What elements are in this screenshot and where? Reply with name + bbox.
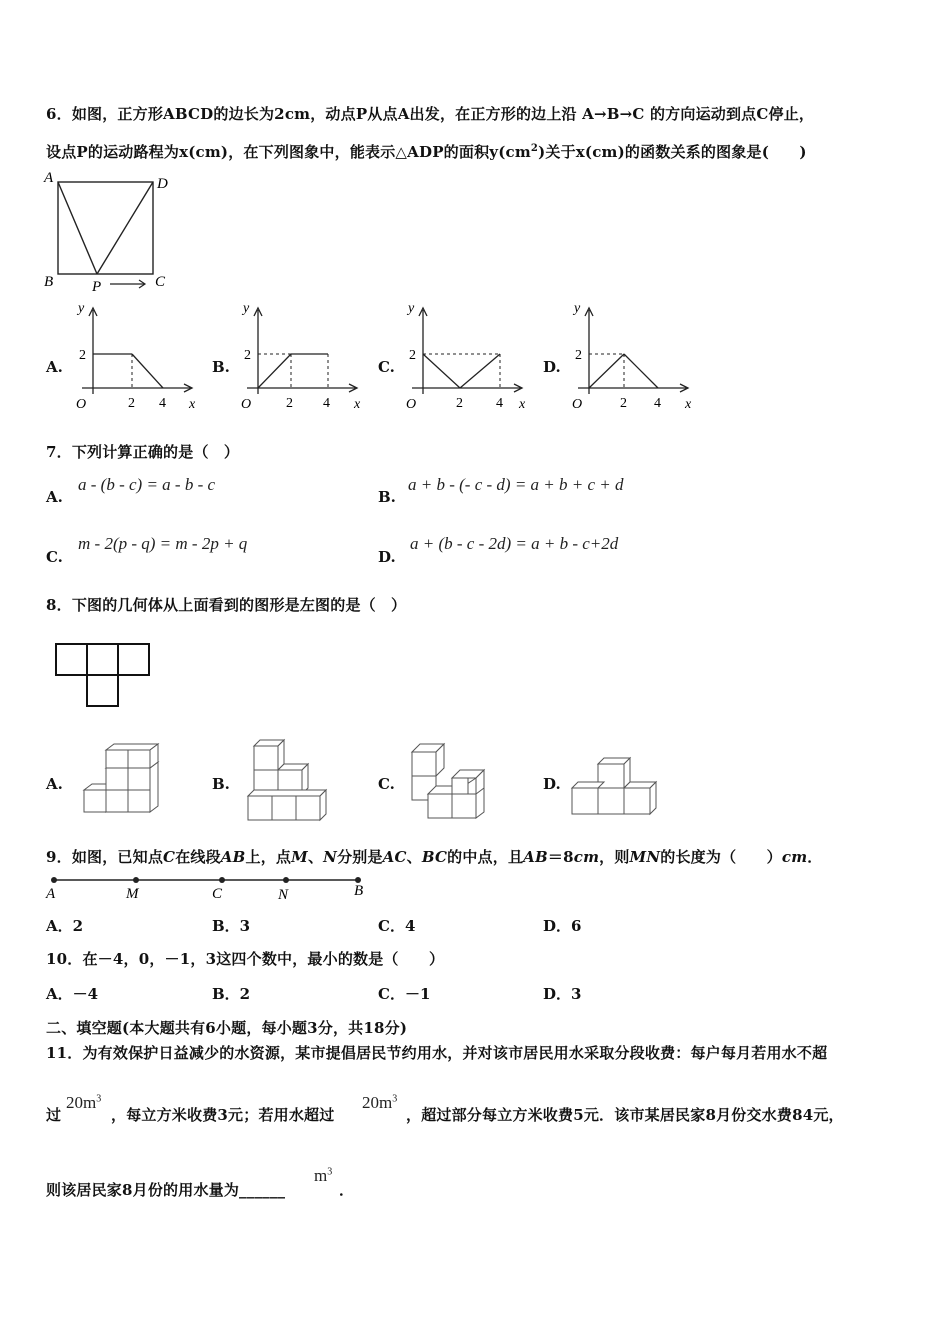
svg-text:2: 2 <box>128 396 135 411</box>
svg-text:O: O <box>406 397 417 412</box>
q9-option-d[interactable]: D．6 <box>543 917 582 935</box>
solid-a <box>78 742 168 817</box>
svg-text:y: y <box>574 301 581 316</box>
q11-line3a: 则该居民家8月份的用水量为______ <box>46 1181 286 1199</box>
q9-option-c[interactable]: C．4 <box>378 917 416 935</box>
svg-text:x: x <box>685 397 692 412</box>
q8-option-b[interactable]: B. <box>212 775 230 793</box>
q9-stem: 9．如图，已知点C在线段AB上，点M、N分别是AC、BC的中点，且AB＝8cm，则MN的长度为（ ）cm． <box>46 848 823 866</box>
svg-text:M: M <box>126 886 139 902</box>
q10-option-d[interactable]: D．3 <box>543 985 582 1003</box>
q8-option-a[interactable]: A. <box>46 775 63 793</box>
q9-option-a[interactable]: A．2 <box>46 917 84 935</box>
svg-text:2: 2 <box>456 396 463 411</box>
q8-stem: 8．下图的几何体从上面看到的图形是左图的是（ ） <box>46 596 407 614</box>
svg-text:4: 4 <box>496 396 503 411</box>
svg-text:C: C <box>212 886 223 902</box>
graph-b <box>235 298 375 418</box>
unit-20m3-second: $20m^3$ <box>362 1093 398 1112</box>
q6-option-d[interactable]: D. <box>543 358 561 376</box>
q7-option-c[interactable]: C. <box>46 548 63 566</box>
q11-line2c: ，超过部分每立方米收费5元．该市某居民家8月份交水费84元， <box>406 1106 844 1124</box>
q7-option-a[interactable]: A. <box>46 488 63 506</box>
label-A: A <box>44 170 54 186</box>
q7-expr-d: a + (b - c - 2d) = a + b - c+2d <box>410 534 619 553</box>
q11-line2b: ，每立方米收费3元；若用水超过 <box>111 1106 335 1124</box>
svg-text:4: 4 <box>159 396 166 411</box>
svg-text:O: O <box>76 397 87 412</box>
svg-text:x: x <box>189 397 196 412</box>
label-P: P <box>92 279 102 293</box>
q7-expr-a: a - (b - c) = a - b - c <box>78 475 216 494</box>
solid-b <box>240 736 330 826</box>
svg-text:y: y <box>243 301 250 316</box>
svg-text:x: x <box>354 397 361 412</box>
q6-option-b[interactable]: B. <box>212 358 230 376</box>
svg-text:2: 2 <box>79 348 86 363</box>
q10-option-a[interactable]: A．－4 <box>46 985 99 1003</box>
segment-figure <box>40 870 380 904</box>
svg-text:O: O <box>241 397 252 412</box>
q7-stem: 7．下列计算正确的是（ ） <box>46 443 240 461</box>
q11-line1: 11．为有效保护日益减少的水资源，某市提倡居民节约用水，并对该市居民用水采取分段收费：每户每月若用水不超 <box>46 1044 828 1062</box>
q6-option-a[interactable]: A. <box>46 358 63 376</box>
q8-option-d[interactable]: D. <box>543 775 561 793</box>
q10-option-b[interactable]: B．2 <box>212 985 251 1003</box>
q8-option-c[interactable]: C. <box>378 775 395 793</box>
q7-option-b[interactable]: B. <box>378 488 396 506</box>
q7-expr-b: a + b - (- c - d) = a + b + c + d <box>408 475 624 494</box>
graph-c <box>400 298 540 418</box>
svg-text:y: y <box>78 301 85 316</box>
q7-option-d[interactable]: D. <box>378 548 396 566</box>
top-view-figure <box>54 642 154 712</box>
svg-text:2: 2 <box>286 396 293 411</box>
svg-text:2: 2 <box>409 348 416 363</box>
graph-a <box>70 298 210 418</box>
q10-option-c[interactable]: C．－1 <box>378 985 431 1003</box>
q9-option-b[interactable]: B．3 <box>212 917 251 935</box>
q6-option-c[interactable]: C. <box>378 358 395 376</box>
solid-d <box>568 748 668 818</box>
label-C: C <box>155 274 166 290</box>
unit-20m3-first: $20m^3$ <box>66 1093 102 1112</box>
svg-text:N: N <box>278 887 289 903</box>
q11-line2a: 过 <box>46 1106 62 1124</box>
section-two-heading: 二、填空题(本大题共有6小题，每小题3分，共18分) <box>46 1019 408 1037</box>
unit-m3: $m^3$ <box>314 1166 333 1185</box>
q10-stem: 10．在－4，0，－1，3这四个数中，最小的数是（ ） <box>46 950 445 968</box>
svg-text:y: y <box>408 301 415 316</box>
svg-text:x: x <box>519 397 526 412</box>
square-figure <box>40 168 180 293</box>
q6-line1: 6．如图，正方形ABCD的边长为2cm，动点P从点A出发，在正方形的边上沿 A→B→C 的方向运动到点C停止， <box>46 105 815 123</box>
q11-line3b: ． <box>339 1181 355 1199</box>
q7-expr-c: m - 2(p - q) = m - 2p + q <box>78 534 248 553</box>
svg-text:4: 4 <box>654 396 661 411</box>
svg-text:B: B <box>354 883 364 899</box>
svg-text:2: 2 <box>244 348 251 363</box>
label-D: D <box>157 176 168 192</box>
q6-line2: 设点P的运动路程为x(cm)，在下列图象中，能表示△ADP的面积$y(cm^2)$关于x(cm)的函数关系的图象是( ) <box>46 143 807 161</box>
svg-text:O: O <box>572 397 583 412</box>
solid-c <box>406 740 486 825</box>
svg-text:2: 2 <box>575 348 582 363</box>
svg-text:A: A <box>46 886 56 902</box>
label-B: B <box>44 274 54 290</box>
graph-d <box>566 298 706 418</box>
svg-text:4: 4 <box>323 396 330 411</box>
svg-text:2: 2 <box>620 396 627 411</box>
